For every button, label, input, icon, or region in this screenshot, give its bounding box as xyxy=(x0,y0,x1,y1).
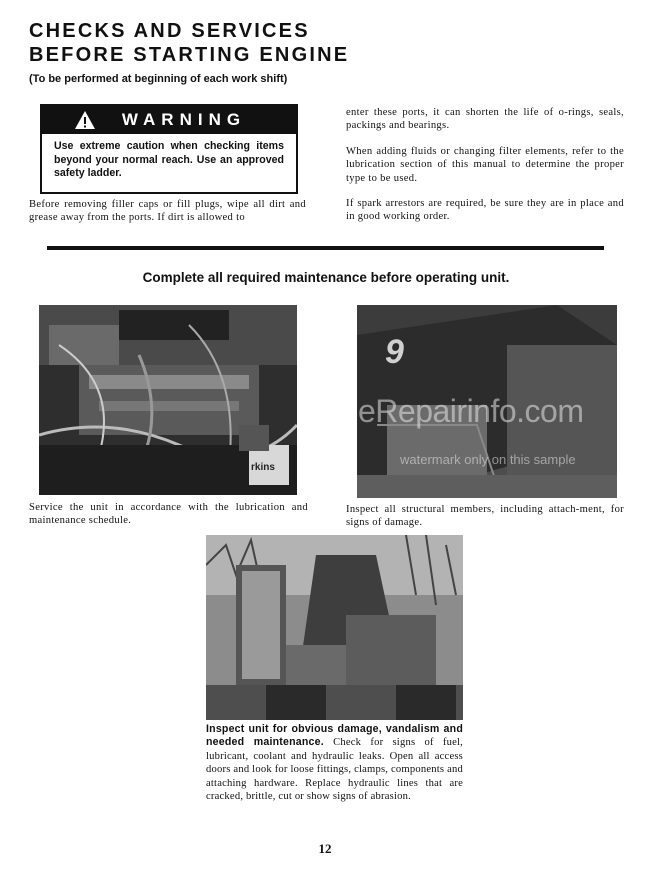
right-paragraph-2: When adding fluids or changing filter elements, refer to the lubrication section of this manual to determine the proper type to be used. xyxy=(346,146,624,184)
warning-header xyxy=(42,106,296,134)
page-title-line1: CHECKS AND SERVICES xyxy=(29,20,310,42)
warning-label: WARNING xyxy=(121,110,247,129)
exclamation-triangle-icon xyxy=(74,110,96,130)
boom-caption: Inspect all structural members, including attach-ment, for signs of damage. xyxy=(346,504,624,529)
watermark-sub: watermark only on this sample xyxy=(400,452,576,467)
engine-filter-label: rkins xyxy=(251,462,275,473)
machine-caption xyxy=(206,723,463,803)
warning-text: Use extreme caution when checking items beyond your normal reach. Use an approved safety ladder. xyxy=(54,140,284,180)
page-title-line2: BEFORE STARTING ENGINE xyxy=(29,44,350,66)
page-number: 12 xyxy=(318,841,332,856)
machine-photo xyxy=(206,535,463,720)
machine-caption-rest: Check for signs of fuel, lubricant, coolant and hydraulic leaks. Open all access doors and look for loose fittings, clamps, components and attaching hardware. Replace hydraulic lines that are cracked, brittle, cut or show signs of abrasion. xyxy=(206,737,463,803)
right-paragraph-1: enter these ports, it can shorten the life of o-rings, seals, packings and bearings. xyxy=(346,107,624,132)
maintenance-banner: Complete all required maintenance before operating unit. xyxy=(142,270,510,285)
right-paragraph-3: If spark arrestors are required, be sure they are in place and in good working order. xyxy=(346,198,624,223)
left-paragraph: Before removing filler caps or fill plugs, wipe all dirt and grease away from the ports. If dirt is allowed to xyxy=(29,199,306,224)
warning-box xyxy=(40,104,298,194)
page-subtitle: (To be performed at beginning of each work shift) xyxy=(29,73,288,85)
engine-photo xyxy=(39,305,297,495)
machine-caption-bold: Inspect unit for obvious damage, vandalism and needed maintenance. xyxy=(206,723,463,749)
watermark-main: eRepairinfo.com xyxy=(358,393,584,429)
engine-caption: Service the unit in accordance with the lubrication and maintenance schedule. xyxy=(29,502,308,527)
section-divider xyxy=(47,246,604,250)
boom-decal-number: 9 xyxy=(385,333,404,371)
